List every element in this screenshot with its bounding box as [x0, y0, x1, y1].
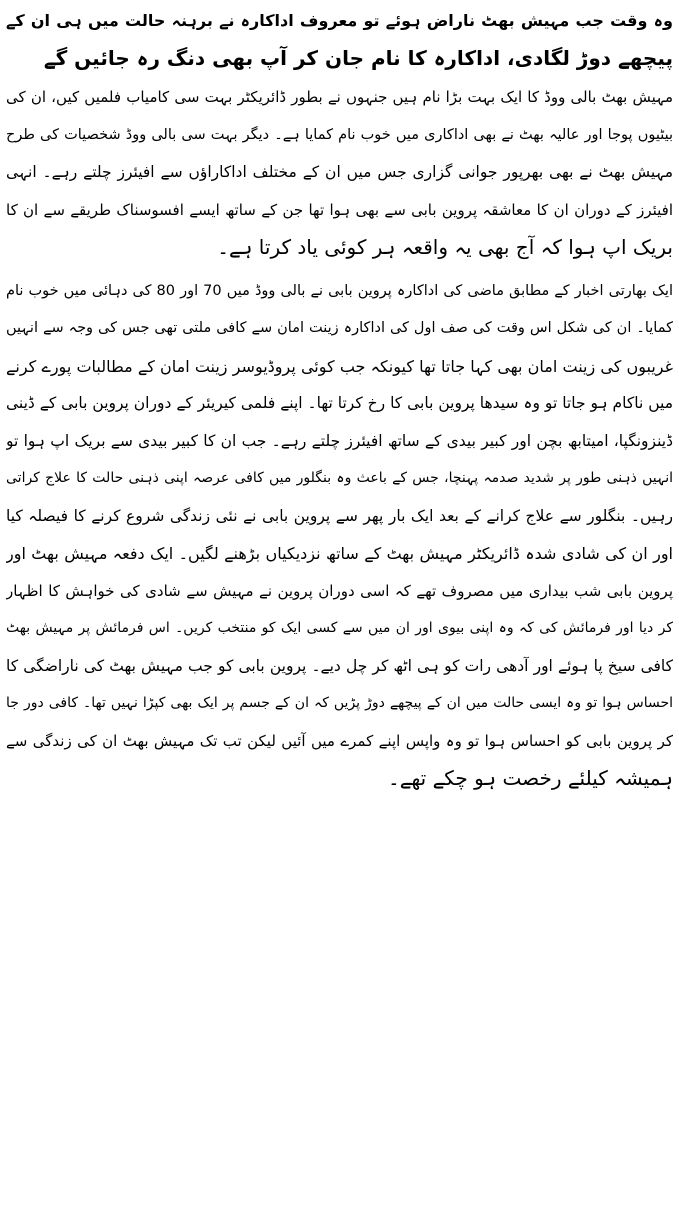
paragraph-line: بیٹیوں پوجا اور عالیہ بھٹ نے بھی اداکاری میں خوب نام کمایا ہے۔ دیگر بہت سی بالی ووڈ شخصیات کی طرح [6, 126, 673, 143]
paragraph-line: افیئرز کے دوران ان کا معاشقہ پروین بابی سے بھی ہوا تھا جن کے ساتھ ایسے افسوسناک طریقے سے ان کا [6, 200, 673, 219]
paragraph-line: غریبوں کی زینت امان بھی کہا جاتا تھا کیونکہ جب کوئی پروڈیوسر زینت امان کے مطالبات پورے کرنے [6, 356, 673, 376]
headline-line: وہ وقت جب مہیش بھٹ ناراض ہوئے تو معروف اداکارہ نے برہنہ حالت میں ہی ان کے [6, 11, 673, 30]
paragraph-line: بریک اپ ہوا کہ آج بھی یہ واقعہ ہر کوئی یاد کرتا ہے۔ [217, 235, 673, 259]
paragraph-line: مہیش بھٹ نے بھی بھرپور جوانی گزاری جس میں ان کے مختلف اداکاراؤں سے افیئرز چلتے رہے۔ انہی [6, 163, 673, 181]
article-headline [6, 2, 673, 77]
paragraph-line: ہمیشہ کیلئے رخصت ہو چکے تھے۔ [388, 766, 673, 790]
paragraph-line: احساس ہوا تو وہ ایسی حالت میں ان کے پیچھے دوڑ پڑیں کہ ان کے جسم پر ایک بھی کپڑا نہیں تھا۔ کافی دور جا [6, 695, 673, 711]
headline-line: پیچھے دوڑ لگادی، اداکارہ کا نام جان کر آپ بھی دنگ رہ جائیں گے [43, 45, 673, 70]
paragraph-line: کر دیا اور فرمائش کی کہ وہ اپنی بیوی اور ان میں سے کسی ایک کو منتخب کریں۔ اس فرمائش پر مہیش بھٹ [6, 620, 673, 636]
paragraph-line: انہیں ذہنی طور پر شدید صدمہ پہنچا، جس کے باعث وہ بنگلور میں کافی عرصہ اپنی ذہنی حالت کا علاج کراتی [6, 470, 673, 486]
paragraph-line: ایک بھارتی اخبار کے مطابق ماضی کی اداکارہ پروین بابی نے بالی ووڈ میں 70 اور 80 کی دہائی میں خوب نام [6, 282, 673, 299]
paragraph-line: پروین بابی شب بیداری میں مصروف تھے کہ اسی دوران پروین نے مہیش سے شادی کی خواہش کا اظہار [6, 581, 673, 600]
paragraph-line: اور ان کی شادی شدہ ڈائریکٹر مہیش بھٹ کے ساتھ نزدیکیاں بڑھنے لگیں۔ ایک دفعہ مہیش بھٹ اور [6, 544, 673, 563]
paragraph-line: کافی سیخ پا ہوئے اور آدھی رات کو ہی اٹھ کر چل دیے۔ پروین بابی کو جب مہیش بھٹ کی ناراضگی کا [6, 656, 673, 675]
paragraph-line: رہیں۔ بنگلور سے علاج کرانے کے بعد ایک بار پھر سے پروین بابی نے نئی زندگی شروع کرنے کا فیصلہ کیا [6, 506, 673, 525]
paragraph-2 [6, 273, 673, 798]
paragraph-line: مہیش بھٹ بالی ووڈ کا ایک بہت بڑا نام ہیں جنہوں نے بطور ڈائریکٹر بہت سی کامیاب فلمیں کیں، ان کی [6, 88, 673, 106]
paragraph-line: میں ناکام ہو جاتا تو وہ سیدھا پروین بابی کا رخ کرتا تھا۔ اپنے فلمی کیریئر کے دوران پروین بابی کے ڈینی [6, 394, 673, 412]
paragraph-line: کر پروین بابی کو احساس ہوا تو وہ واپس اپنے کمرے میں آئیں لیکن تب تک مہیش بھٹ ان کی زندگی سے [6, 731, 673, 750]
paragraph-line: ڈینزونگپا، امیتابھ بچن اور کبیر بیدی کے ساتھ افیئرز چلتے رہے۔ جب ان کا کبیر بیدی سے بریک اپ ہوا تو [6, 431, 673, 450]
paragraph-1 [6, 79, 673, 267]
paragraph-line: کمایا۔ ان کی شکل اس وقت کی صف اول کی اداکارہ زینت امان سے کافی ملتی تھی جس کی وجہ سے انہیں [6, 320, 673, 336]
